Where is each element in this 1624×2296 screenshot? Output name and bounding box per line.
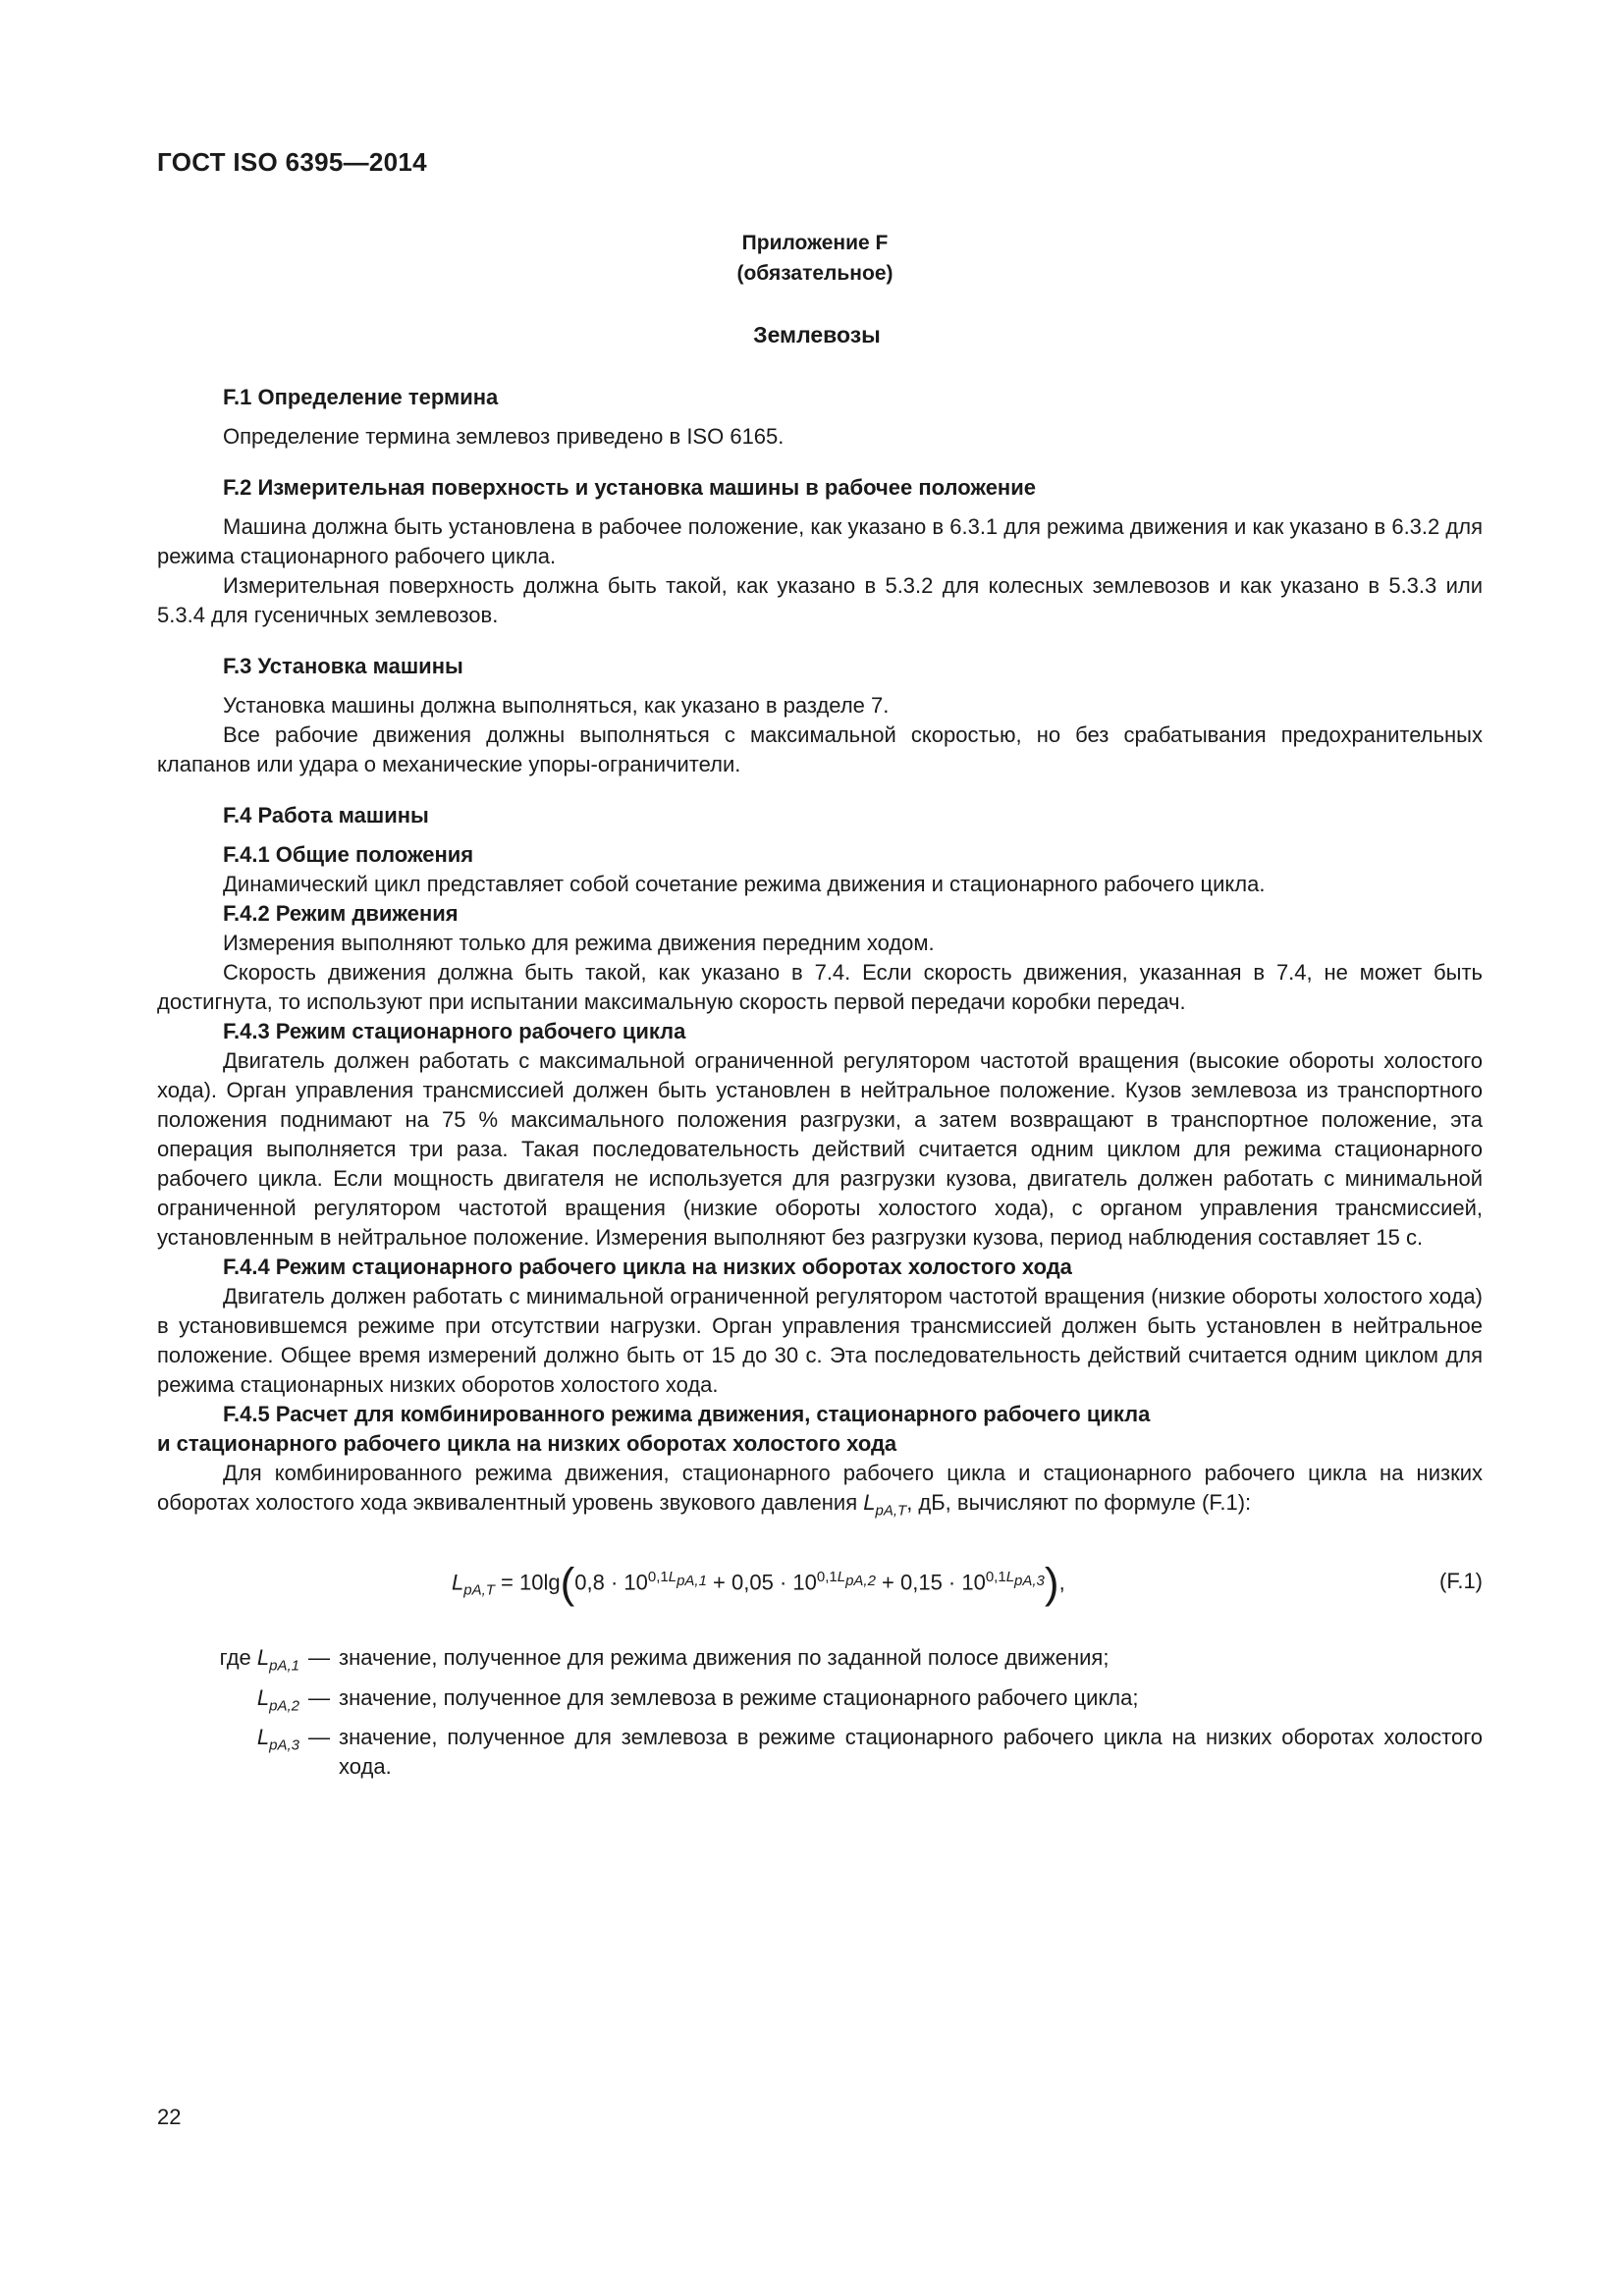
right-paren: ) (1044, 1559, 1059, 1608)
section-f45-heading-line-1: F.4.5 Расчет для комбинированного режима движения, стационарного рабочего цикла (223, 1402, 1151, 1426)
formula-term-3: + 0,15 · 10 (875, 1570, 986, 1595)
section-f4-heading: F.4 Работа машины (223, 803, 429, 828)
legend-dash: — (308, 1725, 330, 1750)
section-f3-paragraph-2: Все рабочие движения должны выполняться с максимальной скоростью, но без срабатывания предохранительных клапанов или удара о механические упоры-ограничители. (157, 722, 1483, 776)
formula-term-2: + 0,05 · 10 (706, 1570, 817, 1595)
legend-item (157, 1723, 1483, 1782)
section-f42-paragraph-1: Измерения выполняют только для режима движения передним ходом. (223, 931, 935, 955)
document-body (157, 383, 1483, 1784)
formula-exp-3: 0,1LpA,3 (985, 1569, 1045, 1590)
formula-number: (F.1) (1439, 1569, 1483, 1594)
formula-f1 (157, 1537, 1483, 1628)
formula-expression (452, 1559, 1065, 1608)
section-f41-heading: F.4.1 Общие положения (223, 842, 474, 867)
document-code: ГОСТ ISO 6395—2014 (157, 147, 427, 177)
formula-exp-2: 0,1LpA,2 (816, 1569, 876, 1590)
formula-lhs-sub: pA,T (463, 1582, 495, 1600)
section-f45-paragraph (157, 1459, 1483, 1525)
section-f42-heading: F.4.2 Режим движения (223, 901, 459, 926)
formula-eq: = 10 (494, 1570, 544, 1595)
legend-symbol: $L_{pA,3}$ (256, 1725, 299, 1754)
annex-status: (обязательное) (736, 262, 893, 285)
f45-text-a: Для комбинированного режима движения, стационарного рабочего цикла и стационарного рабочего цикла на низких оборотах холостого хода эквивалентный уровень звукового давления (157, 1461, 1483, 1515)
section-f41-paragraph: Динамический цикл представляет собой сочетание режима движения и стационарного рабочего цикла. (223, 872, 1266, 896)
annex-heading (0, 228, 1624, 289)
section-f3-heading: F.3 Установка машины (223, 654, 463, 678)
formula-tail: , (1058, 1570, 1065, 1595)
section-f3-paragraph-1: Установка машины должна выполняться, как указано в разделе 7. (223, 693, 890, 718)
legend-item (157, 1683, 1483, 1721)
legend-symbol: $L_{pA,2}$ (256, 1684, 299, 1715)
formula-lg: lg (543, 1570, 561, 1595)
formula-legend (157, 1643, 1483, 1782)
legend-text: значение, полученное для землевоза в режиме стационарного рабочего цикла на низких оборотах холостого хода. (339, 1725, 1483, 1780)
section-f44-paragraph: Двигатель должен работать с минимальной ограниченной регулятором частотой вращения (низкие обороты холостого хода) в установившемся режиме при отсутствии нагрузки. Орган управления трансмиссией должен быть установлен в нейтральное положение. Общее время измерений должно быть от 15 до 30 с. Эта последовательность действий считается одним циклом для режима стационарных низких оборотов холостого хода. (157, 1284, 1483, 1397)
formula-lhs: L (452, 1570, 464, 1595)
formula-term-1: 0,8 · 10 (574, 1570, 648, 1595)
section-f2-paragraph-2: Измерительная поверхность должна быть такой, как указано в 5.3.2 для колесных землевозов и как указано в 5.3.3 или 5.3.4 для гусеничных землевозов. (157, 573, 1483, 627)
annex-title: Землевозы (753, 322, 881, 347)
legend-symbol: где $L_{pA,1}$ (219, 1645, 299, 1675)
section-f2-paragraph-1: Машина должна быть установлена в рабочее положение, как указано в 6.3.1 для режима движения и как указано в 6.3.2 для режима стационарного рабочего цикла. (157, 514, 1483, 568)
section-f43-heading: F.4.3 Режим стационарного рабочего цикла (223, 1019, 686, 1043)
section-f43-paragraph: Двигатель должен работать с максимальной ограниченной регулятором частотой вращения (высокие обороты холостого хода). Орган управления трансмиссией должен быть установлен в нейтральное положение. Кузов землевоза из транспортного положения поднимают на 75 % максимального положения разгрузки, а затем возвращают в транспортное положение, эта операция выполняется три раза. Такая последовательность действий считается одним циклом для режима стационарного рабочего цикла. Если мощность двигателя не используется для разгрузки кузова, двигатель должен работать с минимальной ограниченной регулятором частотой вращения (низкие обороты холостого хода), с органом управления трансмиссией, установленным в нейтральное положение. Измерения выполняют без разгрузки кузова, период наблюдения составляет 15 с. (157, 1048, 1483, 1250)
left-paren: ( (560, 1559, 575, 1608)
inline-symbol-sub: pA,T (875, 1502, 907, 1520)
legend-text: значение, полученное для режима движения по заданной полосе движения; (339, 1645, 1110, 1671)
legend-dash: — (308, 1645, 330, 1671)
section-f1-paragraph: Определение термина землевоз приведено в ISO 6165. (223, 424, 785, 449)
section-f45-heading-line-2: и стационарного рабочего цикла на низких оборотах холостого хода (157, 1431, 897, 1456)
section-f2-heading: F.2 Измерительная поверхность и установка машины в рабочее положение (223, 475, 1036, 500)
page-number: 22 (157, 2105, 182, 2129)
legend-text: значение, полученное для землевоза в режиме стационарного рабочего цикла; (339, 1684, 1139, 1710)
formula-exp-1: 0,1LpA,1 (647, 1569, 707, 1590)
section-f44-heading: F.4.4 Режим стационарного рабочего цикла на низких оборотах холостого хода (223, 1255, 1072, 1279)
legend-dash: — (308, 1684, 330, 1710)
f45-text-b: , дБ, вычисляют по формуле (F.1): (906, 1490, 1252, 1515)
inline-symbol: L (863, 1490, 876, 1515)
section-f42-paragraph-2: Скорость движения должна быть такой, как указано в 7.4. Если скорость движения, указанная в 7.4, не может быть достигнута, то используют при испытании максимальную скорость первой передачи коробки передач. (157, 960, 1483, 1014)
section-f1-heading: F.1 Определение термина (223, 385, 499, 409)
legend-item (157, 1643, 1483, 1681)
annex-label: Приложение F (741, 232, 889, 254)
